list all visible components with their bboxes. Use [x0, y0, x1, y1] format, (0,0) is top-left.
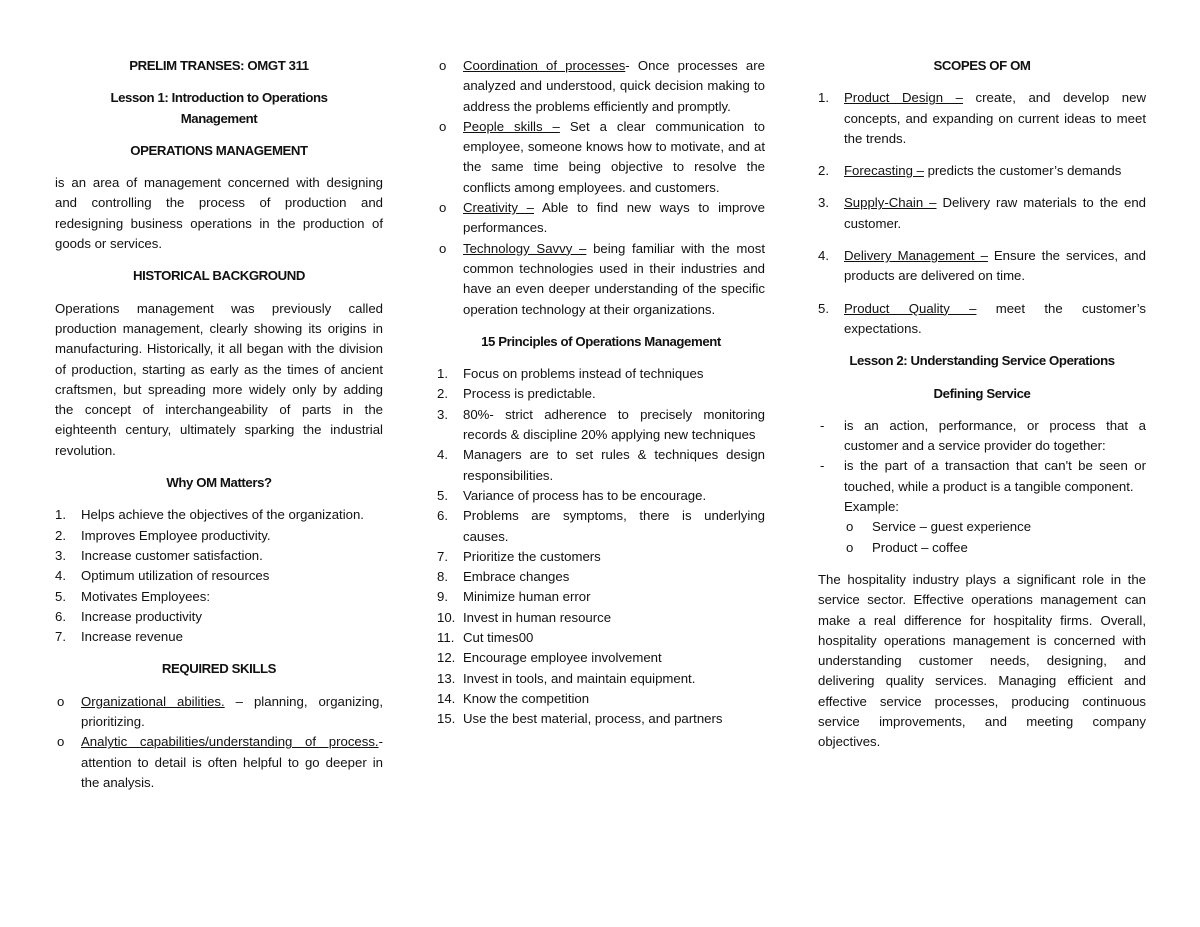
lesson-1-heading: Lesson 1: Introduction to Operations Management — [110, 90, 328, 126]
principles-heading: 15 Principles of Operations Management — [481, 333, 721, 349]
list-item: 7. Prioritize the customers — [437, 548, 601, 564]
list-item: 13. Invest in tools, and maintain equipment. — [437, 670, 696, 686]
list-item: 5. Motivates Employees: — [55, 588, 210, 604]
list-item: o Product – coffee — [846, 539, 968, 555]
list-item: 3. 80%- strict adherence to precisely monitoring records & discipline 20% applying new techniques — [437, 406, 765, 443]
historical-background-text: Operations management was previously called production management, clearly showing its origins in manufacturing. Historically, it all began with the division of production, starting as early as the times of ancient craftsmen, but spreading more widely only by adding the concept of interchangeability of parts in the eighteenth century, ultimately sparking the industrial revolution. — [55, 300, 383, 458]
list-item: 1. Focus on problems instead of techniques — [437, 366, 704, 382]
list-item: 2. Improves Employee productivity. — [55, 527, 271, 543]
list-item: o Service – guest experience — [846, 519, 1032, 535]
list-item: - is the part of a transaction that can't be seen or touched, while a product is a tangible component. — [820, 458, 1146, 494]
hospitality-paragraph: The hospitality industry plays a significant role in the service sector. Effective operations management can make a real difference for hospitality firms. Overall, hospitality operations management is concerned with understanding customer needs, designing, and delivering quality services. Managing efficient and effective service processes, producing continuous service improvements, and meeting company objectives. — [818, 571, 1146, 750]
list-item: 9. Minimize human error — [437, 589, 591, 605]
required-skills-list — [55, 692, 383, 793]
list-item: 8. Embrace changes — [437, 569, 570, 585]
list-item: 7. Increase revenue — [55, 629, 183, 645]
list-item: 4. Managers are to set rules & techniques design responsibilities. — [437, 447, 765, 483]
list-item: 4. Delivery Management – Ensure the services, and products are delivered on time. — [818, 248, 1146, 284]
column-3 — [818, 56, 1146, 753]
scopes-list — [818, 88, 1146, 339]
list-item: 6. Increase productivity — [55, 608, 202, 624]
example-label: Example: — [844, 499, 899, 515]
operations-management-definition: is an area of management concerned with designing and controlling the process of production and redesigning business operations in the production of goods or services. — [55, 175, 383, 252]
list-item: o Organizational abilities. – planning, organizing, prioritizing. — [57, 693, 383, 730]
document-title: PRELIM TRANSES: OMGT 311 — [129, 58, 309, 73]
list-item: - is an action, performance, or process that a customer and a service provider do together: — [820, 417, 1146, 454]
list-item: 11. Cut times00 — [437, 630, 534, 646]
why-om-matters-list — [55, 505, 383, 647]
column-2 — [437, 56, 765, 730]
list-item: o Coordination of processes- Once processes are analyzed and understood, quick decision making to address the problems efficiently and promptly. — [439, 58, 765, 114]
lesson-2-heading: Lesson 2: Understanding Service Operations — [849, 353, 1115, 369]
list-item: 1. Helps achieve the objectives of the organization. — [55, 507, 364, 523]
list-item: 2. Forecasting – predicts the customer’s demands — [818, 163, 1122, 179]
list-item: 10. Invest in human resource — [437, 609, 612, 625]
examples-list — [818, 517, 1146, 558]
historical-background-heading: HISTORICAL BACKGROUND — [132, 268, 306, 284]
list-item: 5. Product Quality – meet the customer’s expectations. — [818, 300, 1146, 336]
list-item: 4. Optimum utilization of resources — [55, 568, 270, 584]
required-skills-heading: REQUIRED SKILLS — [161, 661, 277, 677]
list-item: 6. Problems are symptoms, there is underlying causes. — [437, 508, 765, 544]
list-item: 12. Encourage employee involvement — [437, 650, 662, 666]
defining-service-heading: Defining Service — [933, 385, 1031, 401]
column-1 — [55, 56, 383, 793]
service-definitions-list — [818, 416, 1146, 497]
list-item: 15. Use the best material, process, and partners — [437, 711, 723, 727]
list-item: o Technology Savvy – being familiar with the most common technologies used in their industries and have an even deeper understanding of the specific operation technology at their organizations. — [439, 240, 766, 317]
list-item: 3. Supply-Chain – Delivery raw materials to the end customer. — [818, 195, 1146, 231]
principles-list — [437, 364, 765, 729]
list-item: o Analytic capabilities/understanding of process.- attention to detail is often helpful to go deeper in the analysis. — [57, 734, 383, 790]
list-item: 14. Know the competition — [437, 690, 590, 706]
list-item: 2. Process is predictable. — [437, 386, 596, 402]
operations-management-heading: OPERATIONS MANAGEMENT — [130, 142, 308, 158]
list-item: o People skills – Set a clear communication to employee, someone knows how to motivate, and at the same time being objective to resolve the conflicts among employees. and customers. — [439, 118, 766, 195]
list-item: 3. Increase customer satisfaction. — [55, 547, 263, 563]
scopes-heading: SCOPES OF OM — [933, 58, 1031, 73]
required-skills-list-continued — [437, 56, 765, 320]
list-item: o Creativity – Able to find new ways to improve performances. — [439, 200, 765, 236]
why-om-matters-heading: Why OM Matters? — [166, 475, 272, 491]
list-item: 1. Product Design – create, and develop new concepts, and expanding on current ideas to meet the trends. — [818, 90, 1146, 146]
list-item: 5. Variance of process has to be encourage. — [437, 487, 707, 503]
